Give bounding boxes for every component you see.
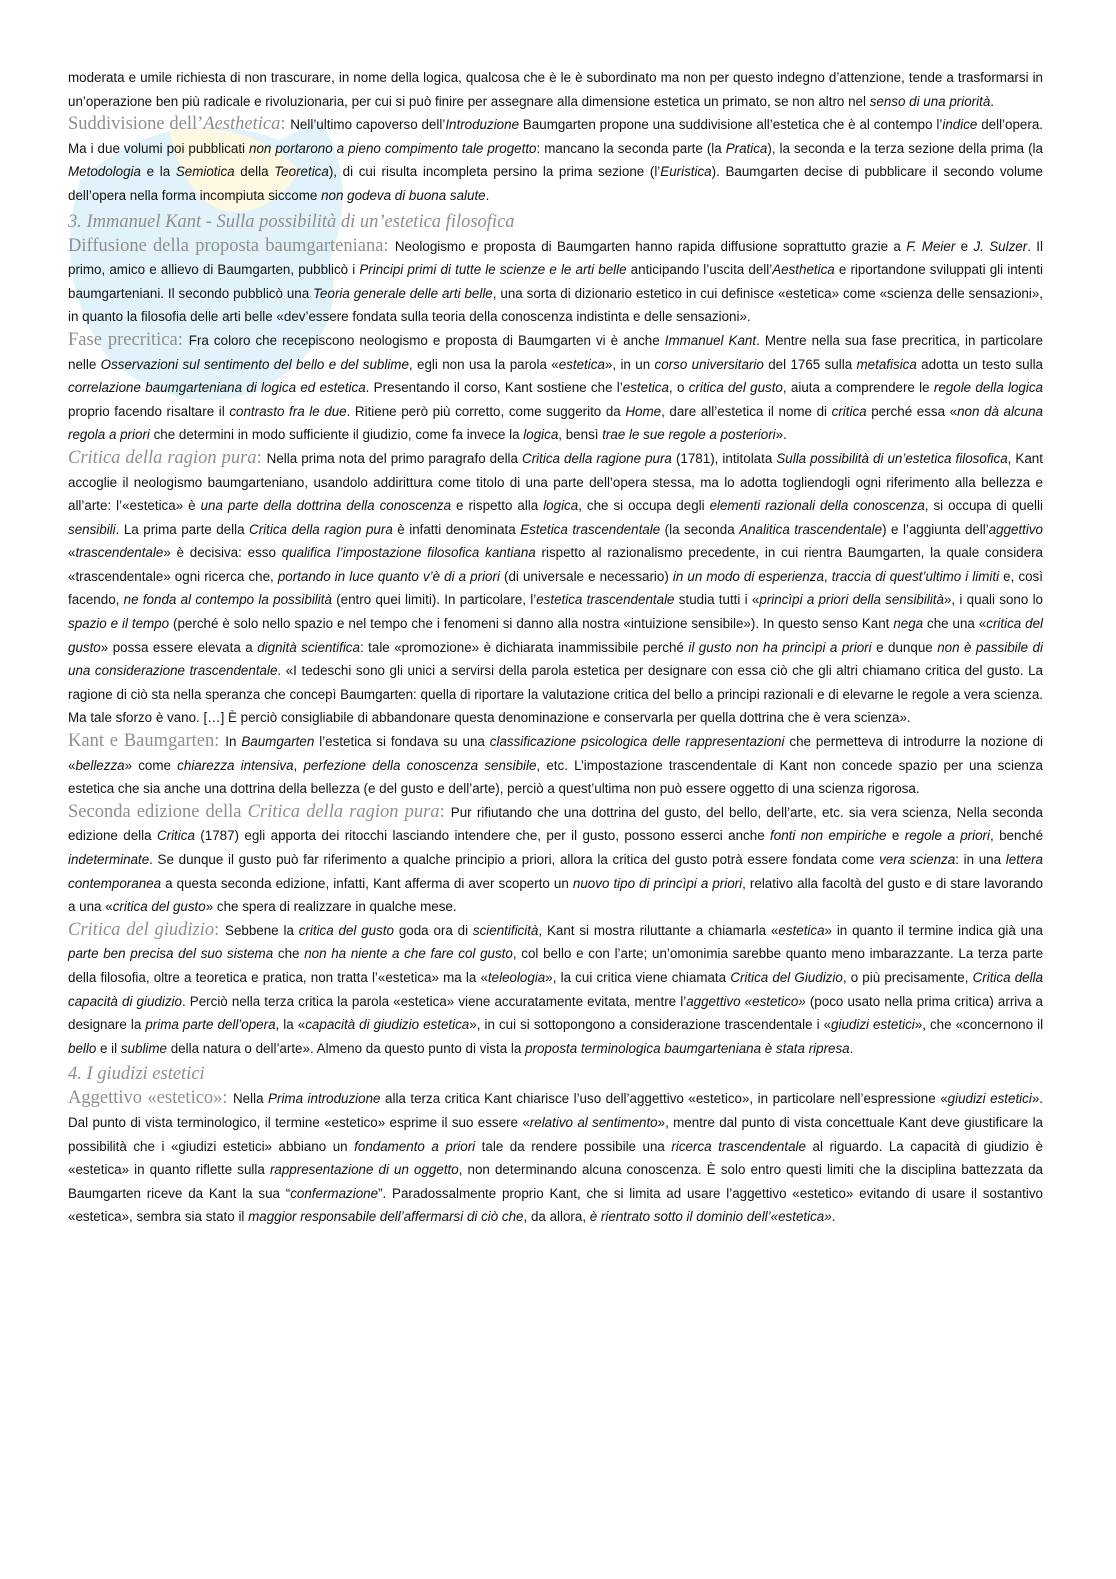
text-run: . Il primo, amico e allievo di Baumgarten, pubblicò i xyxy=(68,238,1044,278)
text-run: Baumgarten xyxy=(241,734,315,750)
text-run: perfezione della conoscenza sensibile xyxy=(303,757,537,773)
text-run: anticipando l’uscita dell’ xyxy=(626,262,773,278)
text-run: , etc. L’impostazione trascendentale di Kant non concede spazio per una scienza estetica che sia anche una dottrina della bellezza (e del gusto e dell’arte), perciò a quest’ultima non può essere oggetto di una scienza rigorosa. xyxy=(68,757,1043,797)
text-run: , benché xyxy=(989,828,1044,844)
text-run: elementi razionali della conoscenza xyxy=(709,498,925,514)
text-run: critica del gusto xyxy=(68,616,1044,655)
text-run: maggior responsabile dell’affermarsi di ciò che xyxy=(248,1209,524,1225)
text-run: adotta un testo sulla xyxy=(916,356,1043,372)
text-run: Critica della ragion pura xyxy=(249,521,393,537)
text-run: : tale «promozione» è dichiarata inammissibile perché xyxy=(359,639,689,655)
section-heading: 3. Immanuel Kant - Sulla possibilità di un’estetica filosofica xyxy=(68,211,515,232)
text-run: . xyxy=(849,1040,854,1056)
text-run: Principi primi di tutte le scienze e le arti belle xyxy=(359,262,627,278)
body-paragraph xyxy=(68,329,1043,447)
text-run: ), di cui risulta incompleta persino la prima sezione (l’ xyxy=(328,164,661,180)
text-run: . Mentre nella sua fase precritica, in particolare nelle xyxy=(68,332,1044,372)
text-run: Teoria generale delle arti belle xyxy=(313,285,493,301)
body-paragraph xyxy=(68,730,1043,801)
text-run: , una sorta di dizionario estetico in cui definisce «estetica» come «scienza delle sensazioni», in quanto la filosofia delle arti belle «dev’essere fondata sulla teoria della conoscenza indistinta e delle sensazioni». xyxy=(68,285,1043,325)
text-run: , da allora, xyxy=(523,1209,590,1225)
text-run: bello xyxy=(68,1040,97,1056)
text-run: Neologismo e proposta di Baumgarten hanno rapida diffusione soprattutto grazie a xyxy=(394,238,907,254)
text-run: confermazione xyxy=(290,1185,379,1201)
text-run: », mentre dal punto di vista concettuale Kant deve giustificare la possibilità che i «giudizi estetici» abbiano un xyxy=(68,1114,1043,1154)
text-run: . xyxy=(990,93,995,109)
text-run: estetica xyxy=(778,922,825,938)
text-run: giudizi estetici xyxy=(947,1091,1032,1107)
text-run: . Se dunque il gusto può far riferimento a qualche principio a priori, allora la critica del gusto potrà essere fondata come xyxy=(149,852,880,867)
text-run: Critica della ragione pura xyxy=(522,450,672,466)
text-run: , Kant accoglie il neologismo baumgarteniano, usandolo addirittura come titolo di una parte dell’opera stessa, ma lo adotta togliendogli ogni riferimento alla bellezza e all’arte: l’«estetica» è xyxy=(68,450,1043,514)
text-run: ), la seconda e la terza sezione della prima (la xyxy=(767,140,1043,156)
text-run: (di universale e necessario) xyxy=(499,568,673,584)
text-run: Pratica xyxy=(725,140,768,156)
text-run: princìpi a priori della sensibilità xyxy=(759,592,944,608)
text-run: e riportandone sviluppati gli intenti baumgarteniani. Il secondo pubblicò una xyxy=(68,262,1043,301)
text-run: » è decisiva: esso xyxy=(163,545,282,561)
text-run: Immanuel Kant xyxy=(664,332,757,348)
text-run: (poco usato nella prima critica) arriva a designare la xyxy=(68,993,1043,1033)
text-run: contrasto fra le due xyxy=(229,403,347,419)
text-run: fonti non empiriche xyxy=(770,828,887,844)
text-run: dignità scientifica xyxy=(257,639,360,655)
text-run: e rispetto alla xyxy=(451,498,544,514)
text-run: fondamento a priori xyxy=(354,1138,476,1154)
body-paragraph xyxy=(68,447,1043,730)
text-run: proposta terminologica baumgarteniana è stata ripresa xyxy=(525,1040,850,1056)
text-run: : mancano la seconda parte (la xyxy=(536,140,726,156)
paragraph-heading: Seconda edizione della xyxy=(68,801,248,822)
text-run: Estetica trascendentale xyxy=(520,521,661,537)
text-run: , egli non usa la parola « xyxy=(408,356,559,372)
text-run: non è passibile di una considerazione trascendentale xyxy=(68,639,1043,679)
text-run: ) e l’aggiunta dell’ xyxy=(882,521,989,537)
text-run: , relativo alla facoltà del gusto e di stare lavorando a una « xyxy=(68,875,1043,915)
paragraph-heading: : xyxy=(439,801,451,822)
text-run: », che «concernono il xyxy=(914,1017,1044,1033)
text-run: scientificità xyxy=(472,922,539,938)
text-run: proprio facendo risaltare il xyxy=(68,403,230,419)
text-run: Home xyxy=(625,403,662,419)
text-run: Metodologia xyxy=(68,164,141,180)
text-run: logica xyxy=(523,427,559,443)
text-run: tale da rendere possibile una xyxy=(475,1138,672,1154)
text-run: e la xyxy=(140,164,176,180)
paragraph-heading: Diffusione della proposta baumgarteniana: xyxy=(68,235,395,256)
text-run: (1781), intitolata xyxy=(671,450,777,466)
text-run: e xyxy=(955,238,974,254)
text-run: e xyxy=(886,828,905,844)
text-run: perché essa « xyxy=(866,403,958,419)
text-run: prima parte dell’opera xyxy=(145,1017,276,1033)
text-run: », i quali sono lo xyxy=(943,592,1043,608)
text-run: Critica xyxy=(156,828,195,844)
text-run: (entro quei limiti). In particolare, l’ xyxy=(331,592,537,608)
text-run: sublime xyxy=(120,1040,168,1056)
text-run: in un modo di esperienza xyxy=(672,568,824,584)
text-run: , che si occupa degli xyxy=(578,498,710,514)
text-run: ». Dal punto di vista terminologico, il termine «estetico» esprime il suo essere « xyxy=(68,1091,1043,1130)
document-body xyxy=(68,66,1043,1229)
text-run: Introduzione xyxy=(445,117,520,133)
text-run: , Kant si mostra riluttante a chiamarla « xyxy=(538,922,779,938)
text-run: traccia di quest’ultimo i limiti xyxy=(831,568,1000,584)
text-run: chiarezza intensiva xyxy=(177,757,294,773)
text-run: metafisica xyxy=(856,356,917,372)
text-run: che una « xyxy=(923,616,987,632)
text-run: . Presentando il corso, Kant sostiene che l’ xyxy=(365,380,623,396)
text-run: lettera contemporanea xyxy=(68,852,1043,891)
text-run: F. Meier xyxy=(906,238,956,254)
text-run: nega xyxy=(893,616,924,632)
text-run: non dà alcuna regola a priori xyxy=(68,403,1043,443)
text-run: Aesthetica xyxy=(772,262,835,278)
text-run: » che spera di realizzare in qualche mese. xyxy=(205,899,457,915)
text-run: Pur rifiutando che una dottrina del gusto, del bello, dell’arte, etc. sia vera scienza, Nella seconda edizione della xyxy=(68,804,1043,844)
text-run: , col bello e con l’arte; un’omonimia sarebbe quanto meno imbarazzante. La terza parte della filosofia, oltre a teoretica e pratica, non tratta l’«estetica» ma la « xyxy=(68,946,1044,985)
text-run: Osservazioni sul sentimento del bello e del sublime xyxy=(100,356,409,372)
text-run: una parte della dottrina della conoscenza xyxy=(200,498,452,514)
text-run: (perché è solo nello spazio e nel tempo che i fenomeni si danno alla nostra «intuizione sensibile»). In questo senso Kant xyxy=(169,616,894,632)
text-run: a questa seconda edizione, infatti, Kant afferma di aver scoperto un xyxy=(161,875,573,891)
text-run: , o xyxy=(668,380,689,396)
text-run: nuovo tipo di princìpi a priori xyxy=(572,875,743,891)
text-run: della natura o dell’arte». Almeno da questo punto di vista la xyxy=(167,1040,526,1056)
text-run: Euristica xyxy=(660,164,712,180)
text-run: Nella xyxy=(233,1091,269,1107)
text-run: non godeva di buona salute xyxy=(321,187,486,203)
paragraph-heading: Suddivisione dell’ xyxy=(68,114,204,135)
text-run: l’estetica si fondava su una xyxy=(314,734,490,750)
text-run: è infatti denominata xyxy=(392,521,521,537)
text-run: Fra coloro che recepiscono neologismo e proposta di Baumgarten vi è anche xyxy=(188,332,665,348)
text-run: correlazione baumgarteniana di logica ed estetica xyxy=(68,380,366,396)
text-run: non ha niente a che fare col gusto xyxy=(304,946,513,962)
text-run: moderata e umile richiesta di non trascurare, in nome della logica, qualcosa che è le è subordinato ma non per questo indegno d’attenzione, tende a trasformarsi in un’operazione ben più radicale e rivoluzionaria, per cui si può finire per assegnare alla dimensione estetica un primato, se non altro nel xyxy=(68,70,1043,109)
text-run: estetica trascendentale xyxy=(536,592,675,608)
text-run: e dunque xyxy=(871,639,938,655)
paragraph-heading: Critica della ragion pura xyxy=(68,447,257,468)
body-paragraph xyxy=(68,235,1043,329)
paragraph-heading: Fase precritica: xyxy=(68,329,189,350)
text-run: Nella prima nota del primo paragrafo della xyxy=(266,450,523,466)
text-run: trae le sue regole a posteriori xyxy=(602,427,776,443)
text-run: aggettivo «estetico» xyxy=(686,993,806,1009)
text-run: estetica xyxy=(622,380,669,396)
text-run: », in un xyxy=(604,356,655,372)
text-run: , xyxy=(823,568,832,584)
paragraph-heading: : xyxy=(280,114,291,135)
text-run: , la « xyxy=(275,1017,306,1033)
text-run: spazio e il tempo xyxy=(68,616,170,632)
text-run: ). Baumgarten decise di pubblicare il secondo volume dell’opera nella forma incompiuta siccome xyxy=(68,164,1044,203)
text-run: . «I tedeschi sono gli unici a servirsi della parola estetica per designare con essa ciò che gli altri chiamano critica del gusto. La ragione di ciò sta nella speranza che concepì Baumgarten: quella di riportare la valutazione critica del bello a principi razionali e di elevarne le regole a vera scienza. Ma tale sforzo è vano. […] È perciò consigliabile di abbandonare questa denominazione e conservarla per quella dottrina che è vera scienza». xyxy=(68,663,1043,726)
text-run: rappresentazione di un oggetto xyxy=(269,1162,459,1178)
text-run: J. Sulzer xyxy=(973,238,1028,254)
text-run: , xyxy=(293,757,304,773)
text-run: relativo al sentimento xyxy=(529,1114,658,1130)
text-run: critica del gusto xyxy=(688,380,783,396)
text-run: giudizi estetici xyxy=(831,1017,915,1033)
text-run: « xyxy=(68,545,76,561)
text-run: . xyxy=(485,187,490,203)
text-run: e, così facendo, xyxy=(68,568,1043,608)
text-run: del 1765 sulla xyxy=(763,356,857,372)
text-run: al riguardo. La capacità di giudizio è «estetica» in quanto riflette sulla xyxy=(68,1138,1043,1178)
text-run: critica del gusto xyxy=(298,922,394,938)
text-run: qualifica l’impostazione filosofica kantiana xyxy=(281,545,536,561)
text-run: Sebbene la xyxy=(225,922,299,938)
body-paragraph xyxy=(68,113,1043,207)
text-run: sensibili xyxy=(68,521,116,537)
text-run: indeterminate xyxy=(68,852,150,867)
paragraph-heading: : xyxy=(214,919,226,940)
text-run: che permetteva di introdurre la nozione di « xyxy=(68,734,1044,773)
text-run: che xyxy=(273,946,305,962)
text-run: In xyxy=(225,734,242,750)
text-run: critica xyxy=(831,403,867,419)
paragraph-heading: Critica della ragion pura xyxy=(247,801,440,822)
text-run: estetica xyxy=(558,356,605,372)
paragraph-heading: Aggettivo «estetico»: xyxy=(68,1088,233,1109)
text-run: Critica del Giudizio xyxy=(730,969,843,985)
text-run: (1787) egli apporta dei ritocchi lasciando intendere che, per il gusto, possono esserci anche xyxy=(194,828,771,844)
text-run: » possa essere elevata a xyxy=(100,639,258,655)
text-run: Nell’ultimo capoverso dell’ xyxy=(290,117,446,133)
text-run: ne fonda al contempo la possibilità xyxy=(123,592,332,608)
text-run: : in una xyxy=(955,852,1006,867)
text-run: Analitica trascendentale xyxy=(739,521,883,537)
text-run: capacità di giudizio estetica xyxy=(305,1017,470,1033)
text-run: », la cui critica viene chiamata xyxy=(545,969,731,985)
text-run: . xyxy=(831,1209,836,1225)
text-run: », in cui si sottopongono a considerazione trascendentale i « xyxy=(469,1017,832,1033)
text-run: parte ben precisa del suo sistema xyxy=(68,946,274,962)
text-run: bellezza xyxy=(75,757,125,773)
text-run: ». xyxy=(775,427,787,443)
text-run: regole a priori xyxy=(904,828,990,844)
text-run: il gusto non ha princìpi a priori xyxy=(688,639,872,655)
text-run: classificazione psicologica delle rappresentazioni xyxy=(489,734,785,750)
text-run: , si occupa di quelli xyxy=(924,498,1043,514)
section-heading: 4. I giudizi estetici xyxy=(68,1064,205,1085)
text-run: (la seconda xyxy=(660,521,740,537)
body-paragraph xyxy=(68,66,1043,113)
text-run: trascendentale xyxy=(75,545,164,561)
text-run: , aiuta a comprendere le xyxy=(782,380,934,396)
paragraph-heading: : xyxy=(256,447,267,468)
text-run: Critica della capacità di giudizio xyxy=(68,969,1044,1009)
text-run: senso di una priorità xyxy=(869,93,991,109)
text-run: Prima introduzione xyxy=(268,1091,381,1107)
text-run: Teoretica xyxy=(274,164,329,180)
text-run: » come xyxy=(124,757,178,773)
text-run: . Ritiene però più corretto, come suggerito da xyxy=(346,403,626,419)
text-run: , o più precisamente, xyxy=(842,969,973,985)
text-run: . La prima parte della xyxy=(115,521,250,537)
text-run: , dare all’estetica il nome di xyxy=(661,403,832,419)
text-run: Baumgarten propone una suddivisione all’estetica che è al contempo l’ xyxy=(519,117,943,133)
text-run: vera scienza xyxy=(879,852,956,867)
text-run: ricerca trascendentale xyxy=(671,1138,806,1154)
paragraph-heading: Critica del giudizio xyxy=(68,919,215,940)
body-paragraph xyxy=(68,919,1043,1061)
text-run: studia tutti i « xyxy=(674,592,760,608)
text-run: Sulla possibilità di un’estetica filosofica xyxy=(776,450,1008,466)
text-run: , non determinando alcuna conoscenza. È solo entro questi limiti che la disciplina battezzata da Baumgarten riceve da Kant la sua “ xyxy=(68,1162,1044,1201)
text-run: è rientrato sotto il dominio dell’«estetica» xyxy=(589,1209,832,1225)
paragraph-heading: Kant e Baumgarten: xyxy=(68,731,226,752)
text-run: della xyxy=(234,164,275,180)
text-run: non portarono a pieno compimento tale progetto xyxy=(249,140,537,156)
text-run: che determini in modo sufficiente il giudizio, come fa invece la xyxy=(149,427,524,443)
body-paragraph xyxy=(68,1087,1043,1229)
text-run: ”. Paradossalmente proprio Kant, che si limita ad usare l’aggettivo «estetico» evitando di usare il sostantivo «estetica», sembra sia stato il xyxy=(68,1185,1043,1225)
text-run: regole della logica xyxy=(933,380,1043,396)
text-run: goda ora di xyxy=(393,922,473,938)
text-run: dell’opera. Ma i due volumi poi pubblicati xyxy=(68,117,1043,156)
text-run: , bensì xyxy=(558,427,603,443)
text-run: indice xyxy=(942,117,978,133)
text-run: aggettivo xyxy=(988,521,1044,537)
text-run: logica xyxy=(543,498,579,514)
paragraph-heading: Aesthetica xyxy=(203,114,281,135)
body-paragraph xyxy=(68,801,1043,919)
text-run: corso universitario xyxy=(654,356,764,372)
text-run: Semiotica xyxy=(175,164,235,180)
text-run: rispetto al razionalismo precedente, in cui rientra Baumgarten, la quale considera «trascendentale» ogni ricerca che, xyxy=(68,545,1043,584)
text-run: . Perciò nella terza critica la parola «estetica» viene accuratamente evitata, mentre l’ xyxy=(181,993,687,1009)
text-run: alla terza critica Kant chiarisce l’uso dell’aggettivo «estetico», in particolare nell’espressione « xyxy=(380,1091,948,1107)
text-run: critica del gusto xyxy=(112,899,206,915)
text-run: portando in luce quanto v’è di a priori xyxy=(277,568,500,584)
text-run: » in quanto il termine indica già una xyxy=(824,922,1044,938)
text-run: e il xyxy=(96,1040,121,1056)
text-run: teleologia xyxy=(487,969,546,985)
